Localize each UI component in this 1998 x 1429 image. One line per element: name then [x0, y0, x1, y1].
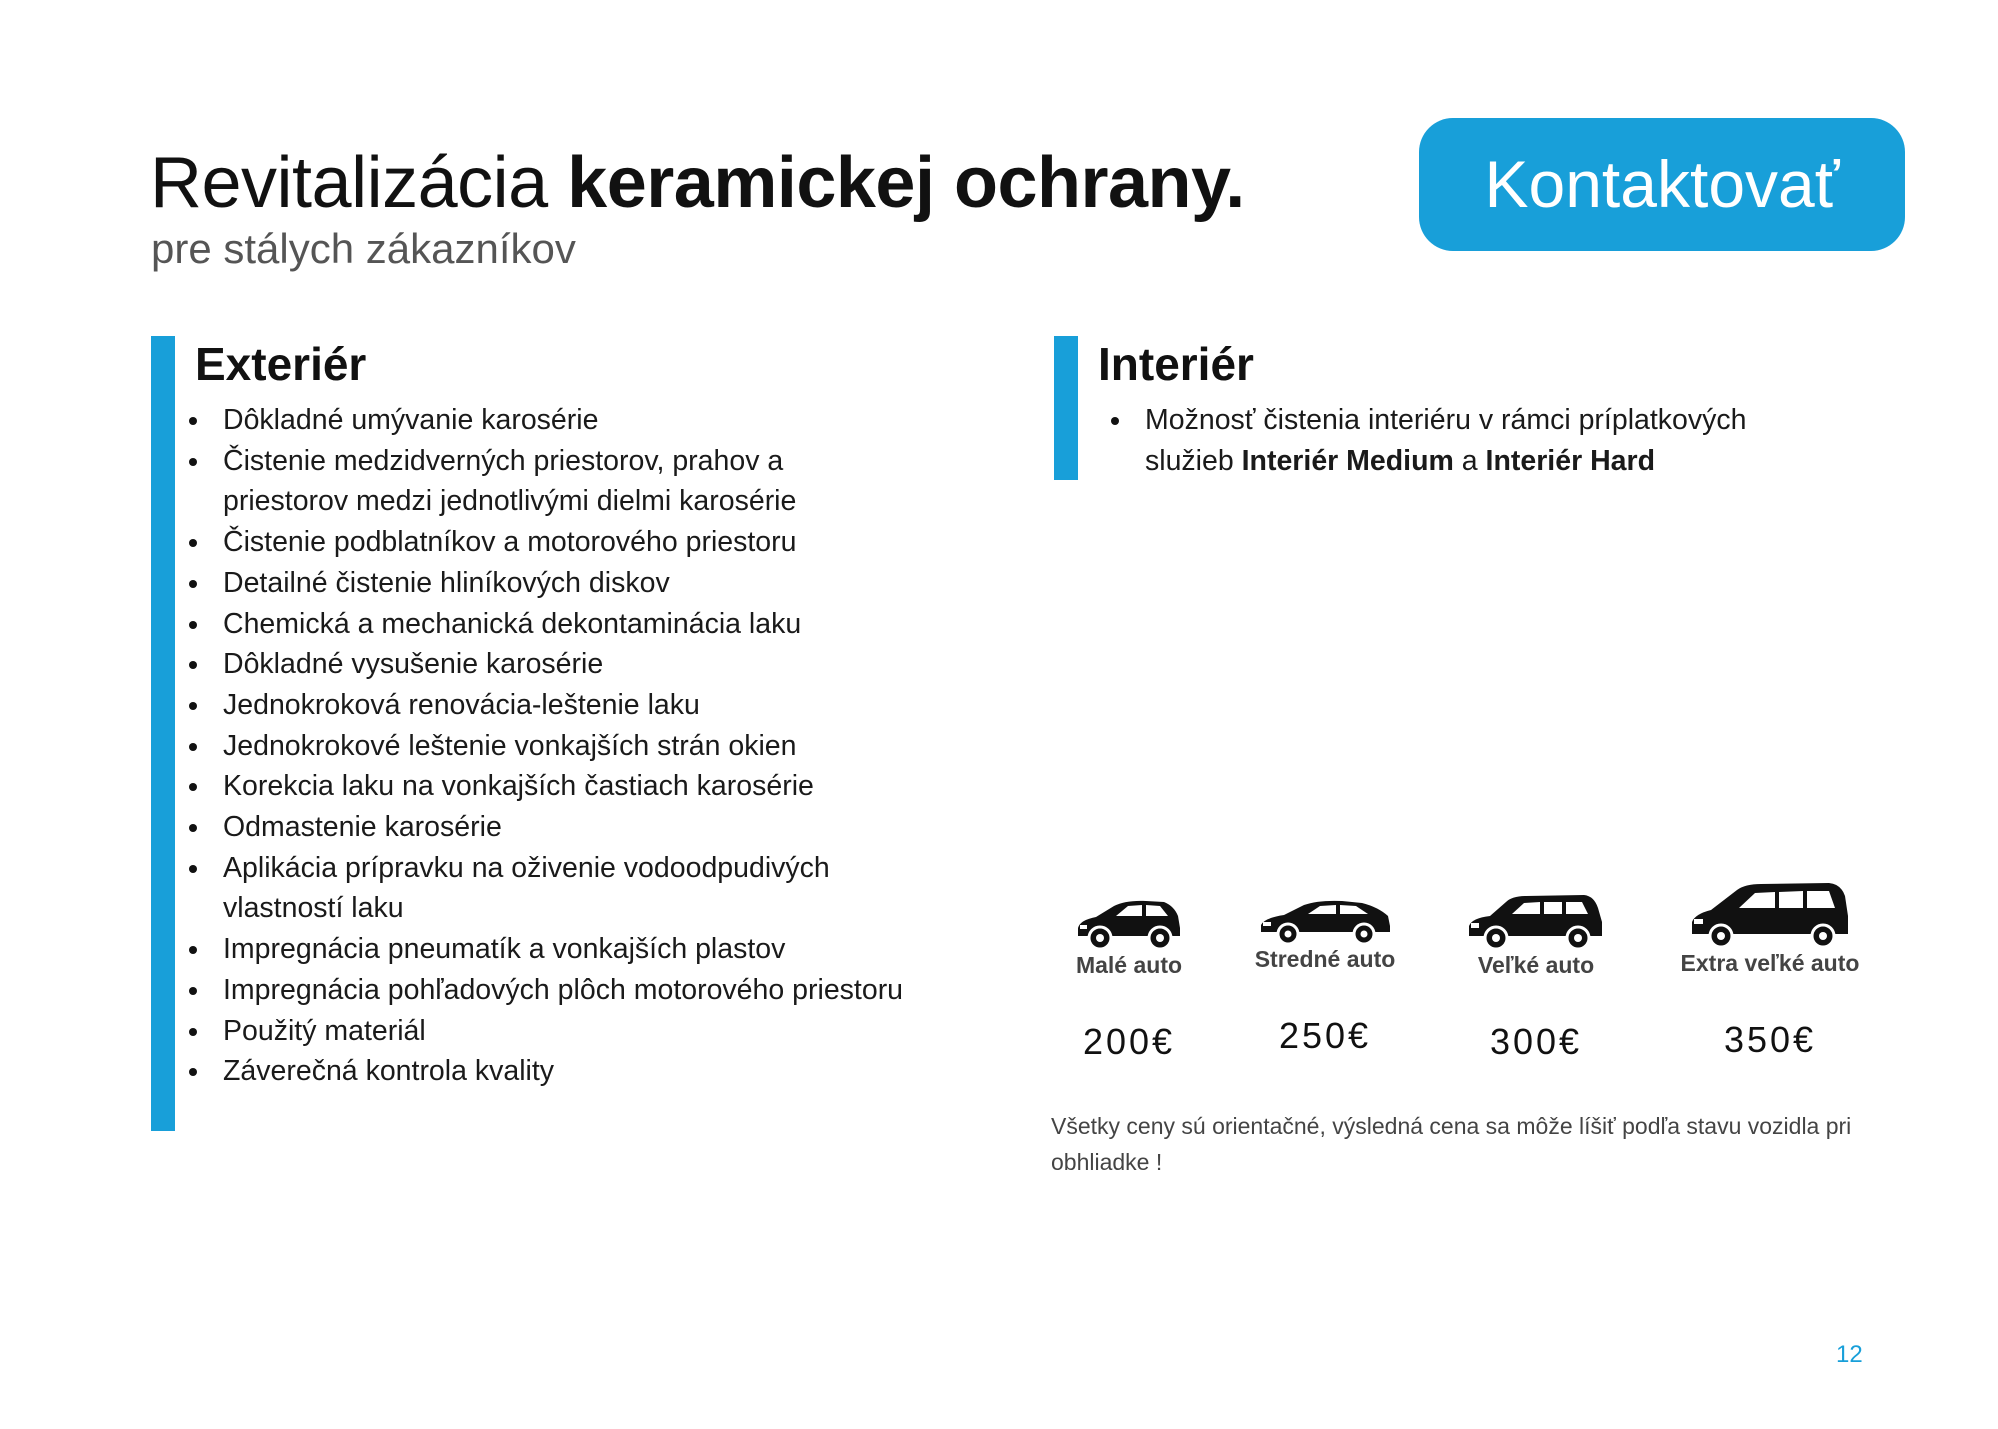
list-item: Jednokrokové leštenie vonkajších strán okien [223, 726, 913, 767]
title-bold: keramickej ochrany. [567, 143, 1245, 223]
exterior-list [223, 400, 913, 1092]
interior-hard-label: Interiér Hard [1485, 444, 1656, 477]
list-item: Detailné čistenie hliníkových diskov [223, 563, 913, 604]
car-size-label: Malé auto [1075, 952, 1183, 978]
exterior-accent-bar [151, 336, 175, 1131]
list-item: Odmastenie karosérie [223, 807, 913, 848]
title-regular: Revitalizácia [150, 143, 568, 223]
list-item: Korekcia laku na vonkajších častiach karosérie [223, 766, 913, 807]
interior-heading: Interiér [1098, 338, 1254, 390]
medium-car-icon [1258, 898, 1393, 944]
list-item: Impregnácia pneumatík a vonkajších plastov [223, 929, 913, 970]
list-item: Aplikácia prípravku na oživenie vodoodpudivých vlastností laku [223, 848, 913, 929]
list-item: Impregnácia pohľadových plôch motorového priestoru [223, 970, 913, 1011]
price-extra-large-car [1660, 880, 1880, 1062]
car-size-label: Extra veľké auto [1680, 950, 1860, 976]
car-price: 200€ [1082, 1021, 1176, 1062]
car-price: 250€ [1278, 1015, 1372, 1056]
exterior-heading: Exteriér [195, 338, 367, 390]
price-medium-car [1240, 898, 1410, 1058]
price-large-car [1456, 888, 1616, 1064]
interior-medium-label: Interiér Medium [1241, 444, 1454, 477]
list-item: Chemická a mechanická dekontaminácia laku [223, 604, 913, 645]
list-item [1145, 400, 1825, 481]
car-price: 350€ [1723, 1019, 1817, 1060]
interior-section [1054, 336, 1814, 480]
exterior-section [151, 336, 911, 1131]
interior-list [1145, 400, 1825, 481]
small-car-icon [1074, 898, 1184, 950]
list-item: Záverečná kontrola kvality [223, 1051, 913, 1092]
car-size-label: Stredné auto [1254, 946, 1396, 972]
interior-item-mid: a [1453, 444, 1486, 477]
list-item: Dôkladné umývanie karosérie [223, 400, 913, 441]
extra-large-car-icon [1689, 880, 1851, 948]
list-item: Dôkladné vysušenie karosérie [223, 644, 913, 685]
page-subtitle: pre stálych zákazníkov [151, 225, 576, 272]
page-number: 12 [1836, 1341, 1863, 1368]
car-price: 300€ [1489, 1021, 1583, 1062]
interior-item-prefix: Možnosť čistenia interiéru v rámci príplatkových služieb [1145, 404, 1747, 477]
contact-button[interactable]: Kontaktovať [1419, 118, 1905, 251]
pricing-note: Všetky ceny sú orientačné, výsledná cena sa môže líšiť podľa stavu vozidla pri obhliadke ! [1051, 1113, 1852, 1175]
list-item: Jednokroková renovácia-leštenie laku [223, 685, 913, 726]
list-item: Čistenie podblatníkov a motorového priestoru [223, 522, 913, 563]
car-size-label: Veľké auto [1477, 952, 1595, 978]
interior-accent-bar [1054, 336, 1078, 480]
list-item: Čistenie medzidverných priestorov, prahov a priestorov medzi jednotlivými dielmi karosérie [223, 441, 913, 522]
list-item: Použitý materiál [223, 1011, 913, 1052]
page-title [150, 138, 1245, 228]
price-small-car [1054, 898, 1204, 1064]
large-car-icon [1466, 888, 1606, 950]
